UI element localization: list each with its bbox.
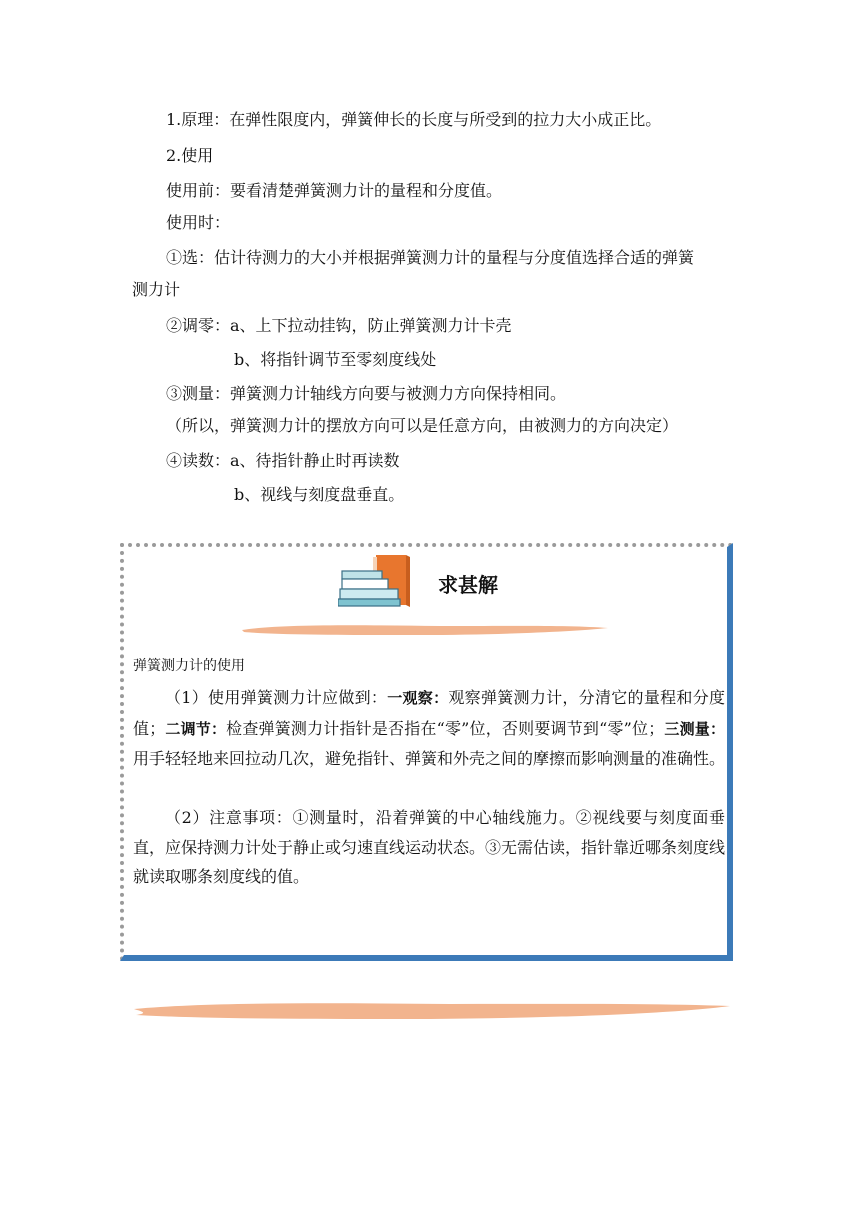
principle-line: 1.原理：在弹性限度内，弹簧伸长的长度与所受到的拉力大小成正比。 xyxy=(166,110,662,129)
zero-line-b: b、将指针调节至零刻度线处 xyxy=(234,350,437,369)
zero-line-a: ②调零：a、上下拉动挂钩，防止弹簧测力计卡壳 xyxy=(166,316,512,335)
usage-heading: 2.使用 xyxy=(166,146,214,165)
insight-box xyxy=(120,543,733,961)
select-line-2: 测力计 xyxy=(132,280,181,299)
box-paragraph-2: （2）注意事项：①测量时，沿着弹簧的中心轴线施力。②视线要与刻度面垂直，应保持测力计处于静止或匀速直线运动状态。③无需估读，指针靠近哪条刻度线就读取哪条刻度线的值。 xyxy=(133,808,726,886)
books-icon xyxy=(338,551,418,609)
box-title: 求甚解 xyxy=(438,573,498,597)
box-paragraph-1: （1）使用弹簧测力计应做到：一观察：观察弹簧测力计，分清它的量程和分度值；二调节：检查弹簧测力计指针是否指在“零”位，否则要调节到“零”位；三测量：用手轻轻地来回拉动几次，避免指针、弹簧和外壳之间的摩擦而影响测量的准确性。 xyxy=(133,688,726,768)
brush-divider-small xyxy=(240,623,610,637)
box-subhead: 弹簧测力计的使用 xyxy=(133,658,245,674)
during-use-line: 使用时： xyxy=(166,213,231,232)
before-use-line: 使用前：要看清楚弹簧测力计的量程和分度值。 xyxy=(166,181,503,200)
select-line-1: ①选：估计待测力的大小并根据弹簧测力计的量程与分度值选择合适的弹簧 xyxy=(166,248,695,267)
brush-divider-large xyxy=(130,1000,734,1022)
measure-line: ③测量：弹簧测力计轴线方向要与被测力方向保持相同。 xyxy=(166,384,567,403)
read-line-b: b、视线与刻度盘垂直。 xyxy=(234,485,405,504)
measure-note-line: （所以，弹簧测力计的摆放方向可以是任意方向，由被测力的方向决定） xyxy=(166,416,679,435)
read-line-a: ④读数：a、待指针静止时再读数 xyxy=(166,451,400,470)
